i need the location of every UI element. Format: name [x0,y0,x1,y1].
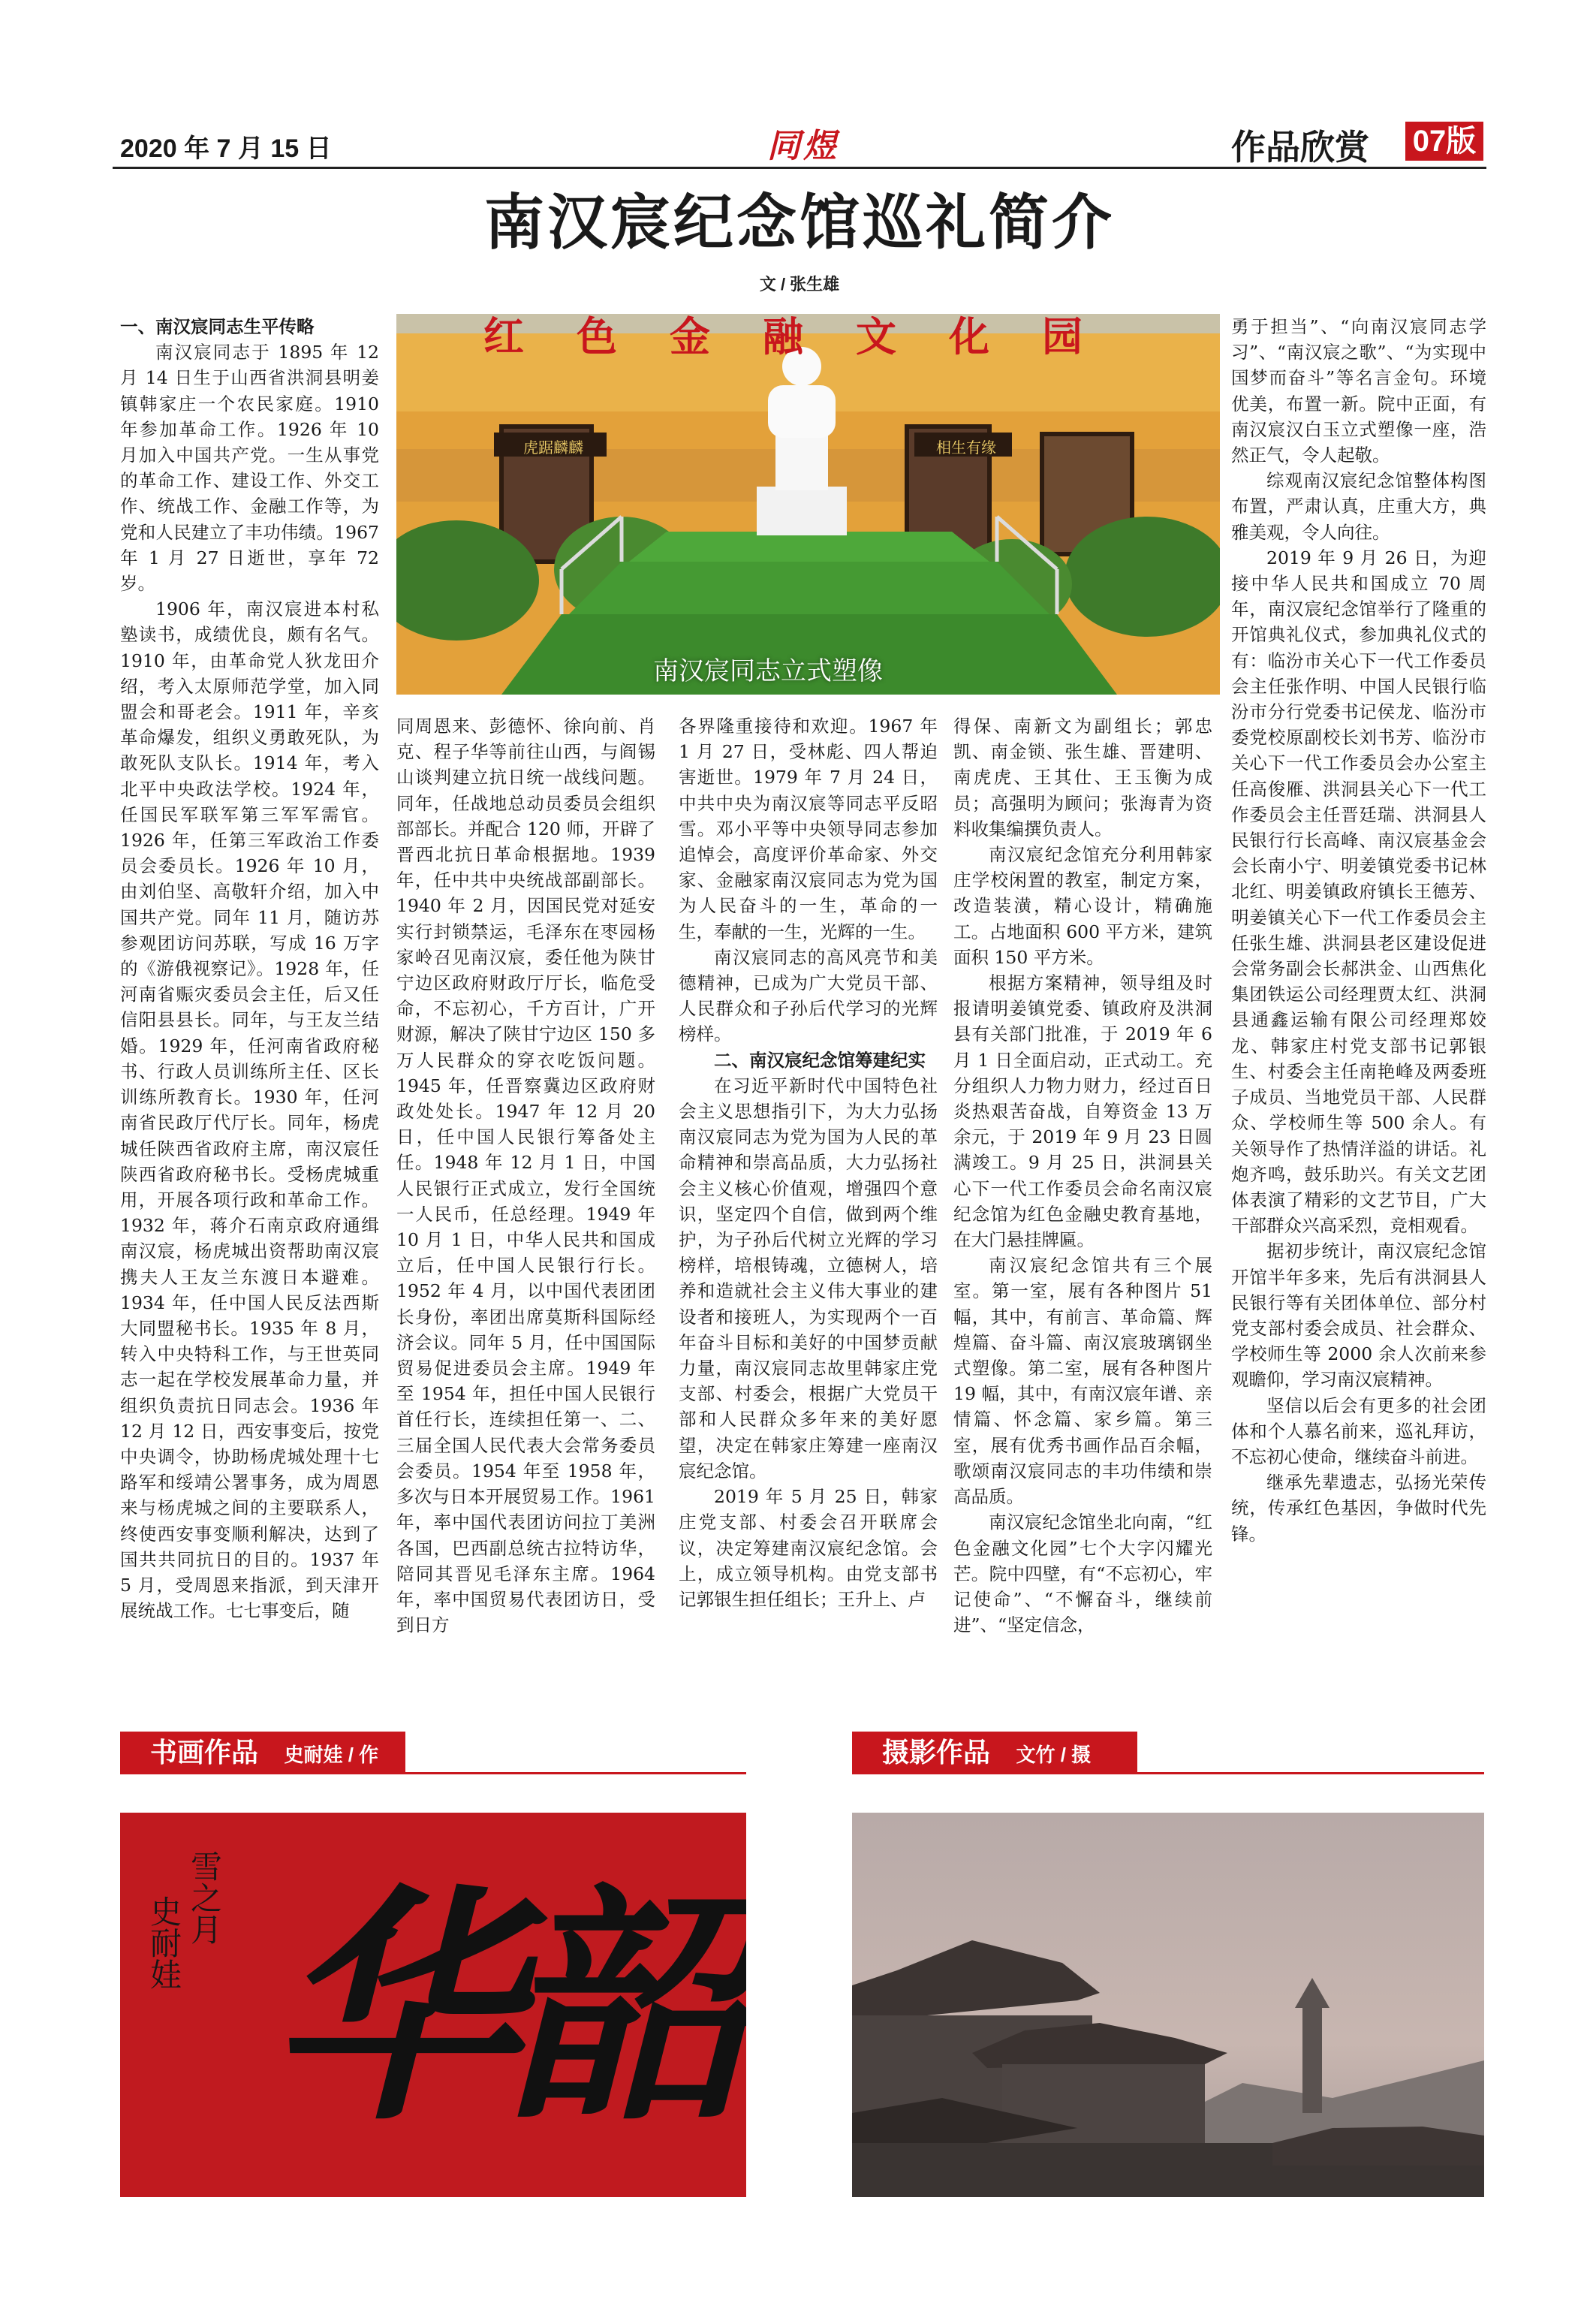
photography-author: 文竹 / 摄 [1016,1744,1092,1766]
section-heading-1: 一、南汉宸同志生平传略 [120,316,315,337]
paragraph: 得保、南新文为副组长；郭忠凯、南金锁、张生雄、晋建明、南虎虎、王其仕、王玉衡为成员；高强明为顾问；张海青为资料收集编撰负责人。 [953,716,1212,840]
photo-caption: 南汉宸同志立式塑像 [653,657,883,686]
photo-banner-text: 红色金融文化园 [483,314,1135,360]
temple-roof-photograph [852,1813,1484,2197]
paragraph: 南汉宸纪念馆共有三个展室。第一室，展有各种图片 51 幅，其中，有前言、革命篇、辉煌篇、奋斗篇、南汉宸玻璃钢坐式塑像。第二室，展有各种图片 19 幅，其中，有南汉宸年谱、亲情篇、怀念篇、家乡篇。第三室，展有优秀书画作品百余幅，歌颂南汉宸同志的丰功伟绩和崇高品质。 [953,1255,1212,1508]
calligraphy-inscription-right: 雪之月 [186,1850,223,1945]
paragraph: 南汉宸同志于 1895 年 12 月 14 日生于山西省洪洞县明姜镇韩家庄一个农民家庭。1910 年参加革命工作。1926 年 10 月加入中国共产党。一生从事党的革命工作、建设工作、外交工作、统战工作、金融工作等，为党和人民建立了丰功伟绩。1967 年 1 月 27 日逝世，享年 72 岁。 [120,342,379,595]
paragraph: 2019 年 9 月 26 日，为迎接中华人民共和国成立 70 周年，南汉宸纪念馆举行了隆重的开馆典礼仪式，参加典礼仪式的有：临汾市关心下一代工作委员会主任张作明、中国人民银行临汾市分行党委书记侯龙、临汾市委党校原副校长刘书芳、临汾市关心下一代工作委员会办公室主任高俊雁、洪洞县关心下一代工作委员会主任晋廷瑞、洪洞县人民银行行长高峰、南汉宸基金会会长南小宁、明姜镇党委书记林北红、明姜镇政府镇长王德芳、明姜镇关心下一代工作委员会主任张生雄、洪洞县老区建设促进会常务副会长郝洪金、山西焦化集团铁运公司经理贾太红、洪洞县通鑫运输有限公司经理郑姣龙、韩家庄村党支部书记郭银生、村委会主任南艳峰及两委班子成员、当地党员干部、人民群众、学校师生等 500 余人。有关领导作了热情洋溢的讲话。礼炮齐鸣，鼓乐助兴。有关文艺团体表演了精彩的文艺节目，广大干部群众兴高采烈，竞相观看。 [1231,547,1486,1237]
paragraph: 同周恩来、彭德怀、徐向前、肖克、程子华等前往山西，与阎锡山谈判建立抗日统一战线问题。同年，任战地总动员委员会组织部部长。并配合 120 师，开辟了晋西北抗日革命根据地。1939 年，任中共中央统战部副部长。1940 年 2 月，因国民党对延安实行封锁禁运，毛泽东在枣园杨家岭召见南汉宸，委任他为陕甘宁边区政府财政厅厅长，临危受命，不忘初心，千方百计，广开财源，解决了陕甘宁边区 150 多万人民群众的穿衣吃饭问题。1945 年，任晋察冀边区政府财政处处长。1947 年 12 月 20 日，任中国人民银行筹备处主任。1948 年 12 月 1 日，中国人民银行正式成立，发行全国统一人民币，任总经理。1949 年 10 月 1 日，中华人民共和国成立后，任中国人民银行行长。1952 年 4 月，以中国代表团团长身份，率团出席莫斯科国际经济会议。同年 5 月，任中国国际贸易促进委员会主席。1949 年至 1954 年，担任中国人民银行首任行长，连续担任第一、二、三届全国人民代表大会常务委员会委员。1954 年至 1958 年，多次与日本开展贸易工作。1961 年，率中国代表团访问拉丁美洲各国，巴西副总统古拉特访华，陪同其晋见毛泽东主席。1964 年，率中国贸易代表团访日，受到日方 [396,716,655,1636]
paragraph: 2019 年 5 月 25 日，韩家庄党支部、村委会召开联席会议，决定筹建南汉宸纪念馆。会上，成立领导机构。由党支部书记郭银生担任组长；王升上、卢 [679,1486,938,1610]
photo-sign-right: 相生有缘 [936,439,996,457]
article-title: 南汉宸纪念馆巡礼简介 [484,187,1115,258]
paragraph: 继承先辈遗志，弘扬光荣传统，传承红色基因，争做时代先锋。 [1231,1472,1486,1545]
header-rule [113,167,1486,169]
issue-date: 2020 年 7 月 15 日 [120,134,332,163]
paragraph: 据初步统计，南汉宸纪念馆开馆半年多来，先后有洪洞县人民银行等有关团体单位、部分村党支部村委会成员、社会群众、学校师生等 2000 余人次前来参观瞻仰，学习南汉宸精神。 [1231,1240,1486,1391]
paragraph: 南汉宸同志的高风亮节和美德精神，已成为广大党员干部、人民群众和子孙后代学习的光辉榜样。 [679,946,938,1045]
photography-section-header [852,1732,1137,1774]
calligraphy-inscription-left: 史耐娃 [146,1895,182,1990]
article-column-4 [953,713,1212,1677]
section-name: 作品欣赏 [1231,128,1369,167]
photo-sign-left: 虎踞麟麟 [523,439,583,457]
article-byline: 文 / 张生雄 [759,275,840,294]
paragraph: 各界隆重接待和欢迎。1967 年 1 月 27 日，受林彪、四人帮迫害逝世。1979 年 7 月 24 日，中共中央为南汉宸等同志平反昭雪。邓小平等中央领导同志参加追悼会，高度评价革命家、外交家、金融家南汉宸同志为党为国为人民奋斗的一生，革命的一生，奉献的一生，光辉的一生。 [679,716,938,942]
calligraphy-section-rule [120,1772,746,1774]
photography-section-title: 摄影作品 [882,1737,991,1768]
page-number-badge: 07版 [1405,122,1483,161]
article-column-5 [1231,314,1486,1677]
calligraphy-artwork [120,1813,746,2197]
memorial-statue-photo [396,314,1220,695]
calligraphy-section-header [120,1732,405,1774]
article-column-1 [120,314,379,1677]
article-column-2 [396,713,655,1677]
paragraph: 勇于担当”、“向南汉宸同志学习”、“南汉宸之歌”、“为实现中国梦而奋斗”等名言金句。环境优美，布置一新。院中正面，有南汉宸汉白玉立式塑像一座，浩然正气，令人起敬。 [1231,316,1486,466]
photography-section-rule [852,1772,1484,1774]
paragraph: 南汉宸纪念馆充分利用韩家庄学校闲置的教室，制定方案，改造装潢，精心设计，精确施工。占地面积 600 平方米，建筑面积 150 平方米。 [953,844,1212,968]
calligraphy-main-characters: 华韶 [270,1862,736,2154]
paragraph: 南汉宸纪念馆坐北向南，“红色金融文化园”七个大字闪耀光芒。院中四壁，有“不忘初心，牢记使命”、“不懈奋斗，继续前进”、“坚定信念， [953,1512,1212,1636]
newspaper-masthead-logo: 同煜 [767,127,839,165]
paragraph: 1906 年，南汉宸进本村私塾读书，成绩优良，颇有名气。1910 年，由革命党人狄龙田介绍，考入太原师范学堂，加入同盟会和哥老会。1911 年，辛亥革命爆发，组织义勇敢死队，为敢死队支队长。1914 年，考入北平中央政法学校。1924 年，任国民军联军第三军军需官。1926 年，任第三军政治工作委员会委员长。1926 年 10 月，由刘伯坚、高敬轩介绍，加入中国共产党。同年 11 月，随访苏参观团访问苏联，写成 16 万字的《游俄视察记》。1928 年，任河南省赈灾委员会主任，后又任信阳县县长。同年，与王友兰结婚。1929 年，任河南省政府秘书、行政人员训练所主任、区长训练所教育长。1930 年，任河南省民政厅代厅长。同年，杨虎城任陕西省政府主席，南汉宸任陕西省政府秘书长。受杨虎城重用，开展各项行政和革命工作。1932 年，蒋介石南京政府通缉南汉宸，杨虎城出资帮助南汉宸携夫人王友兰东渡日本避难。1934 年，任中国人民反法西斯大同盟秘书长。1935 年 8 月，转入中央特科工作，与王世英同志一起在学校发展革命力量，并组织负责抗日同志会。1936 年 12 月 12 日，西安事变后，按党中央调令，协助杨虎城处理十七路军和绥靖公署事务，成为周恩来与杨虎城之间的主要联系人，终使西安事变顺利解决，达到了国共共同抗日的目的。1937 年 5 月，受周恩来指派，到天津开展统战工作。七七事变后，随 [120,598,379,1622]
paragraph: 在习近平新时代中国特色社会主义思想指引下，为大力弘扬南汉宸同志为党为国为人民的革命精神和崇高品质，大力弘扬社会主义核心价值观，增强四个意识，坚定四个自信，做到两个维护，为子孙后代树立光辉的学习榜样，培根铸魂，立德树人，培养和造就社会主义伟大事业的建设者和接班人，为实现两个一百年奋斗目标和美好的中国梦贡献力量，南汉宸同志故里韩家庄党支部、村委会，根据广大党员干部和人民群众多年来的美好愿望，决定在韩家庄筹建一座南汉宸纪念馆。 [679,1075,938,1482]
paragraph: 根据方案精神，领导组及时报请明姜镇党委、镇政府及洪洞县有关部门批准，于 2019 年 6 月 1 日全面启动，正式动工。充分组织人力物力财力，经过百日炎热艰苦奋战，自筹资金 13 万余元，于 2019 年 9 月 23 日圆满竣工。9 月 25 日，洪洞县关心下一代工作委员会命名南汉宸纪念馆为红色金融史教育基地，在大门悬挂牌匾。 [953,972,1212,1251]
paragraph: 综观南汉宸纪念馆整体构图布置，严肃认真，庄重大方，典雅美观，令人向往。 [1231,470,1486,543]
calligraphy-author: 史耐娃 / 作 [284,1744,379,1766]
article-column-3 [679,713,938,1677]
section-heading-2: 二、南汉宸纪念馆筹建纪实 [714,1049,926,1071]
paragraph: 坚信以后会有更多的社会团体和个人慕名前来，巡礼拜访，不忘初心使命，继续奋斗前进。 [1231,1394,1486,1467]
calligraphy-section-title: 书画作品 [150,1737,259,1768]
